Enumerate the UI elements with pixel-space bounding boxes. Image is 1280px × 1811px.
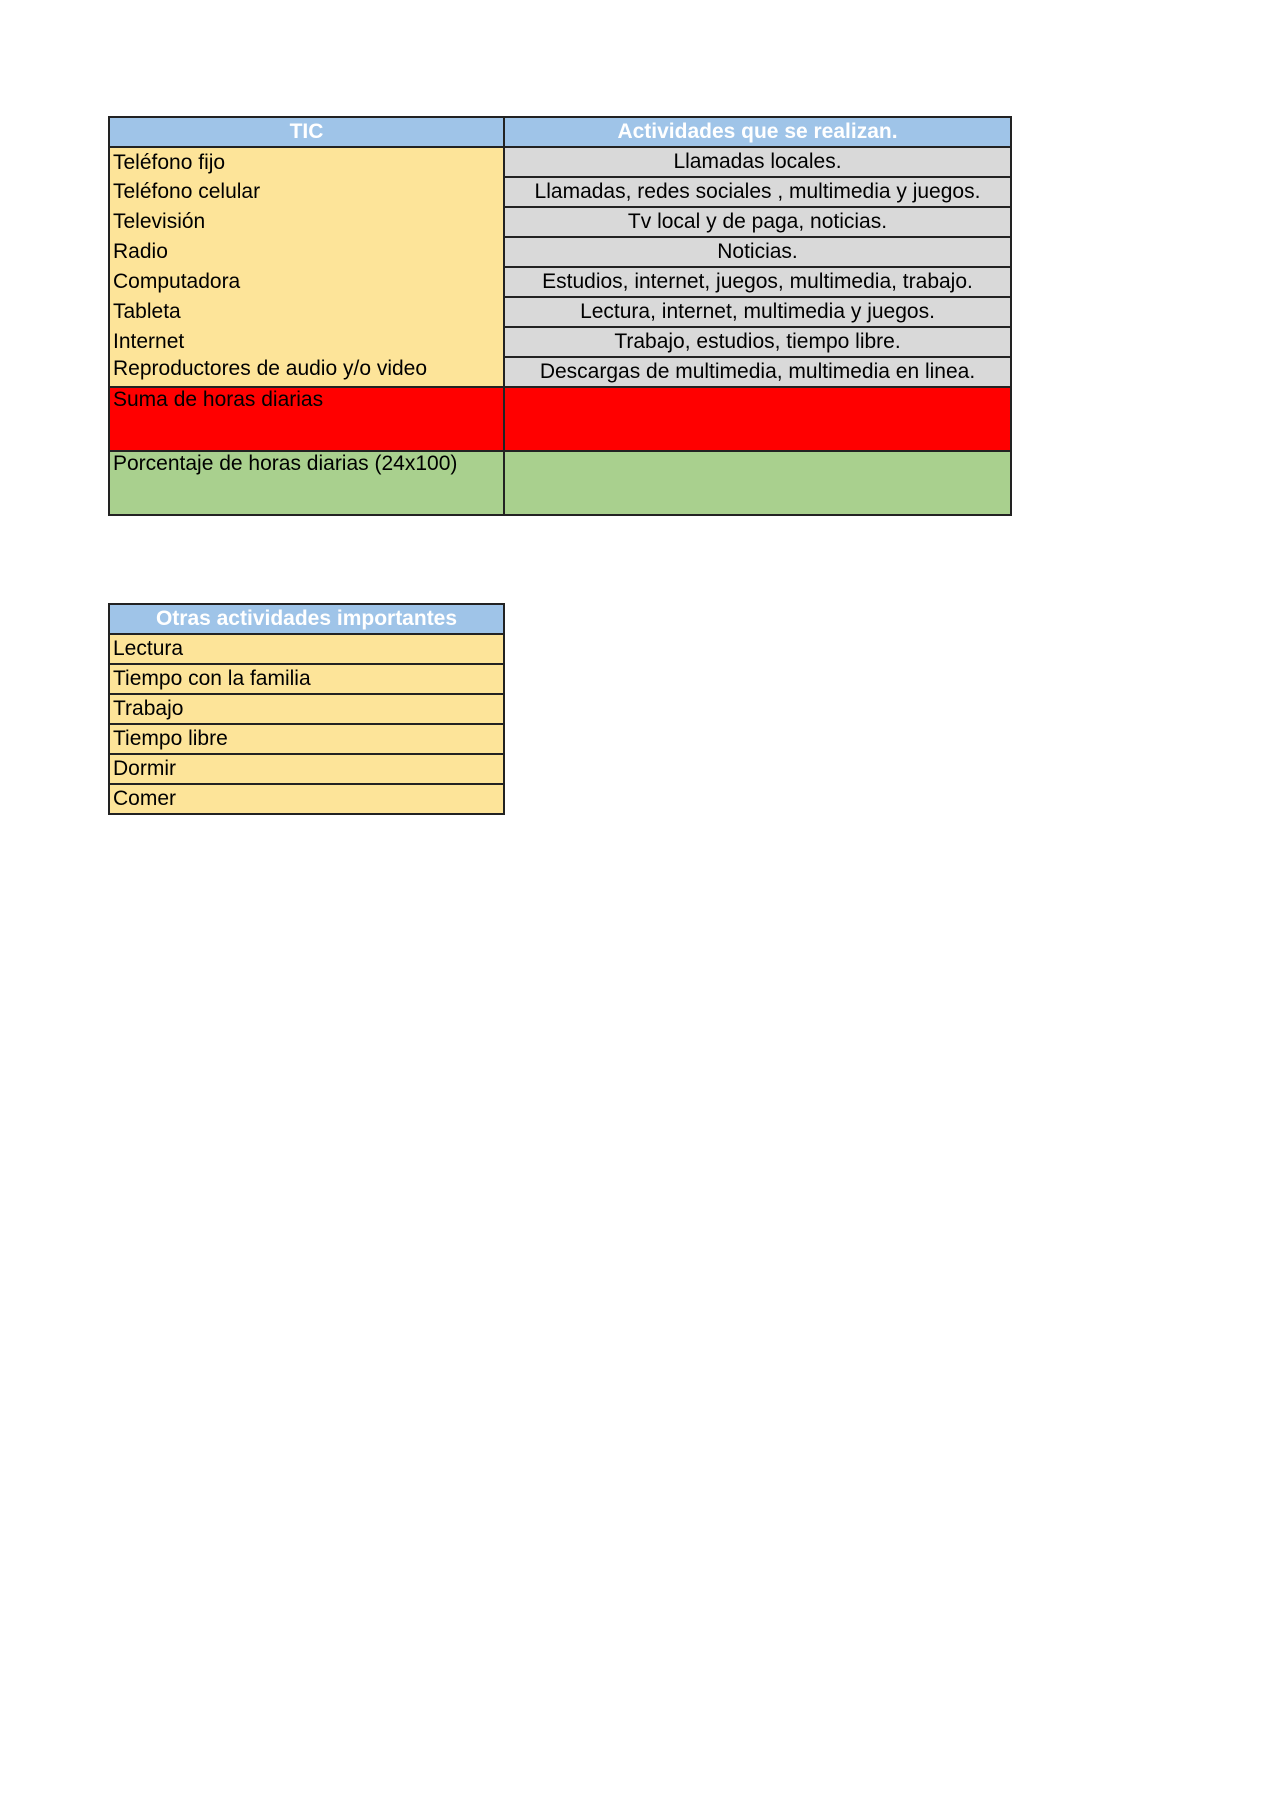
table-row bbox=[109, 694, 504, 724]
table-row bbox=[109, 357, 1011, 387]
table-row bbox=[109, 784, 504, 814]
tic-cell[interactable]: Televisión bbox=[109, 207, 504, 237]
sum-label-cell[interactable]: Suma de horas diarias bbox=[109, 387, 504, 451]
activity-cell[interactable]: Llamadas locales. bbox=[504, 147, 1011, 177]
activity-cell[interactable]: Lectura, internet, multimedia y juegos. bbox=[504, 297, 1011, 327]
other-activity-cell[interactable]: Trabajo bbox=[109, 694, 504, 724]
percent-value-cell[interactable] bbox=[504, 451, 1011, 515]
table-row bbox=[109, 237, 1011, 267]
other-activities-table bbox=[108, 603, 505, 815]
other-header-row bbox=[109, 604, 504, 634]
table-row bbox=[109, 297, 1011, 327]
table-row bbox=[109, 177, 1011, 207]
tic-cell[interactable]: Radio bbox=[109, 237, 504, 267]
activity-cell[interactable]: Llamadas, redes sociales , multimedia y juegos. bbox=[504, 177, 1011, 207]
tic-cell[interactable]: Teléfono celular bbox=[109, 177, 504, 207]
activity-cell[interactable]: Tv local y de paga, noticias. bbox=[504, 207, 1011, 237]
table-row bbox=[109, 267, 1011, 297]
table-row bbox=[109, 634, 504, 664]
table-row bbox=[109, 147, 1011, 177]
tic-cell[interactable]: Reproductores de audio y/o video bbox=[109, 357, 504, 387]
tic-cell[interactable]: Computadora bbox=[109, 267, 504, 297]
tic-header-row bbox=[109, 117, 1011, 147]
other-activity-cell[interactable]: Tiempo libre bbox=[109, 724, 504, 754]
table-row bbox=[109, 754, 504, 784]
percent-row bbox=[109, 451, 1011, 515]
table-row bbox=[109, 664, 504, 694]
activity-cell[interactable]: Estudios, internet, juegos, multimedia, trabajo. bbox=[504, 267, 1011, 297]
percent-label-cell[interactable]: Porcentaje de horas diarias (24x100) bbox=[109, 451, 504, 515]
other-activity-cell[interactable]: Comer bbox=[109, 784, 504, 814]
sum-value-cell[interactable] bbox=[504, 387, 1011, 451]
tic-table bbox=[108, 116, 1012, 516]
header-otras-actividades[interactable]: Otras actividades importantes bbox=[109, 604, 504, 634]
table-row bbox=[109, 207, 1011, 237]
activity-cell[interactable]: Descargas de multimedia, multimedia en linea. bbox=[504, 357, 1011, 387]
tic-cell[interactable]: Internet bbox=[109, 327, 504, 357]
other-activity-cell[interactable]: Lectura bbox=[109, 634, 504, 664]
tic-cell[interactable]: Teléfono fijo bbox=[109, 147, 504, 177]
sum-row bbox=[109, 387, 1011, 451]
activity-cell[interactable]: Noticias. bbox=[504, 237, 1011, 267]
activity-cell[interactable]: Trabajo, estudios, tiempo libre. bbox=[504, 327, 1011, 357]
table-row bbox=[109, 327, 1011, 357]
other-activity-cell[interactable]: Dormir bbox=[109, 754, 504, 784]
header-actividades[interactable]: Actividades que se realizan. bbox=[504, 117, 1011, 147]
tic-cell[interactable]: Tableta bbox=[109, 297, 504, 327]
header-tic[interactable]: TIC bbox=[109, 117, 504, 147]
table-row bbox=[109, 724, 504, 754]
other-activity-cell[interactable]: Tiempo con la familia bbox=[109, 664, 504, 694]
